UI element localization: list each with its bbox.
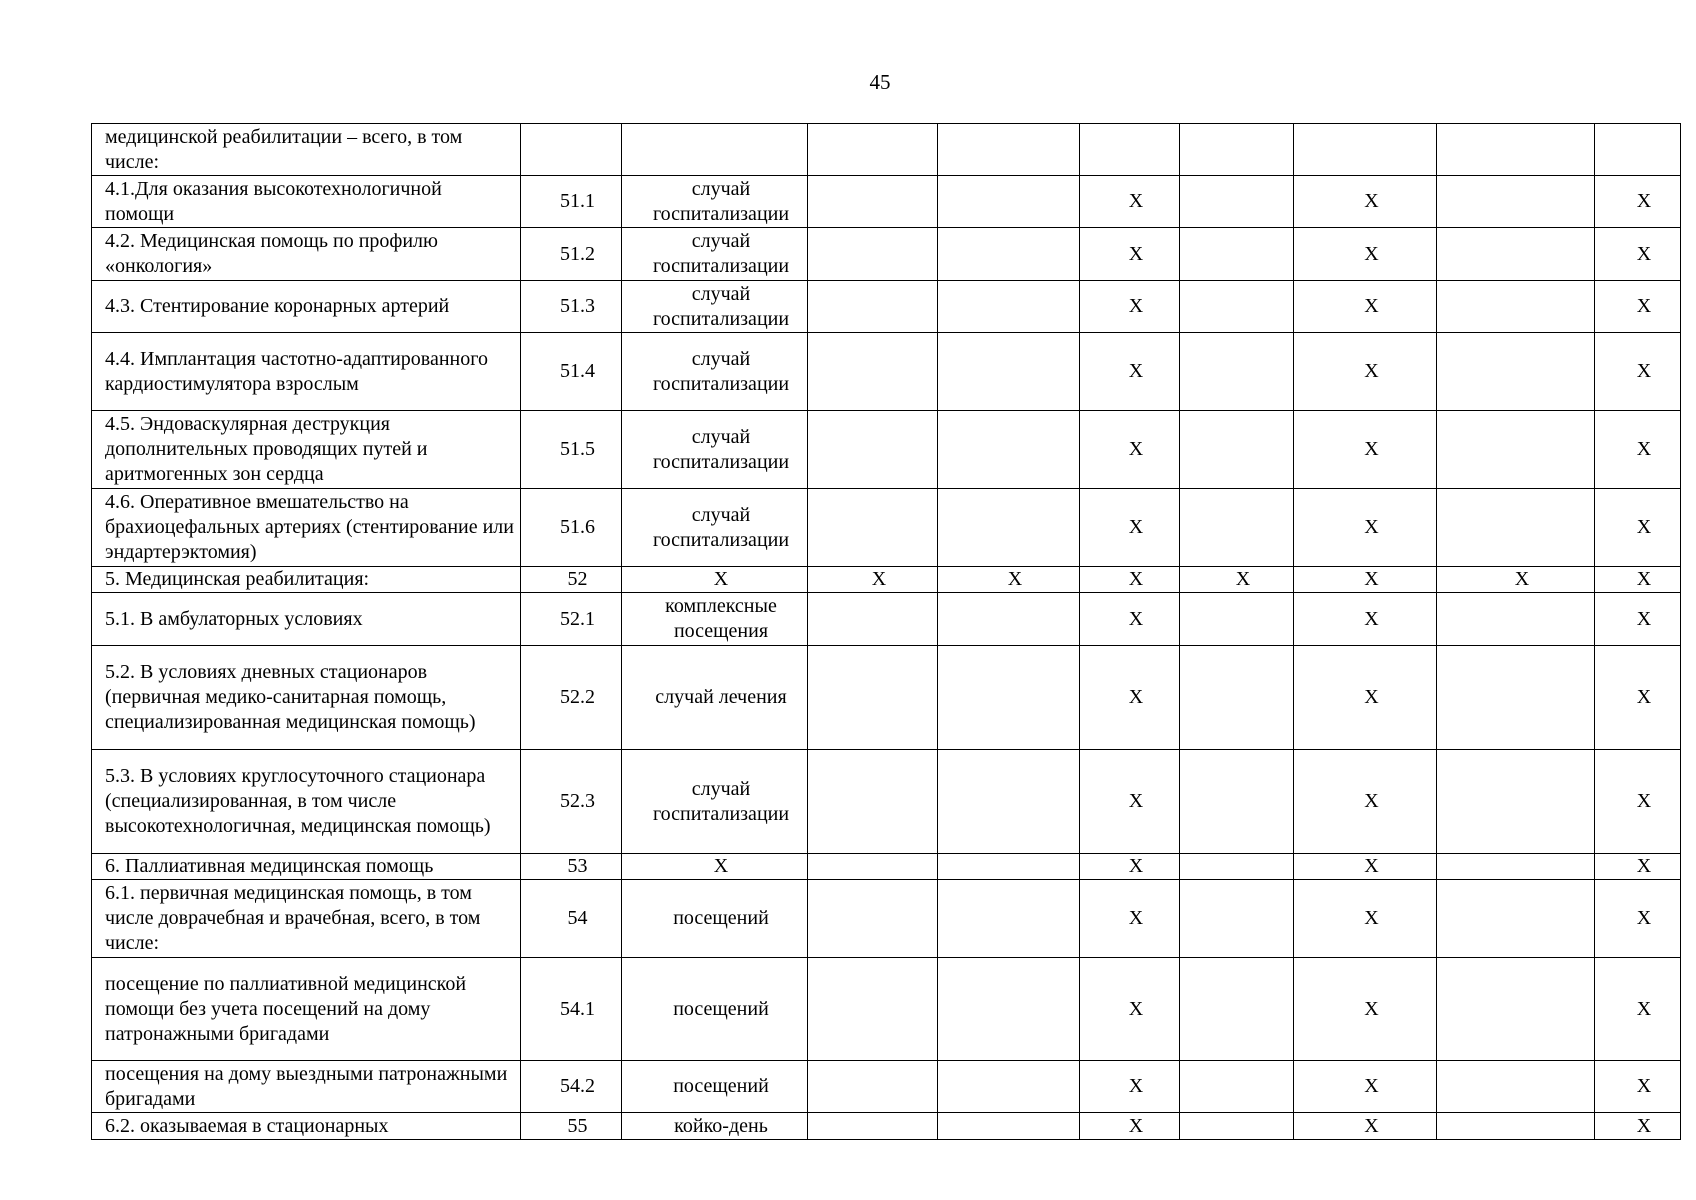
value-cell: X (1294, 1113, 1437, 1140)
value-cell (1437, 124, 1595, 176)
row-number-cell: 51.4 (521, 333, 622, 411)
row-label-cell: 4.6. Оперативное вмешательство на брахиоцефальных артериях (стентирование или эндартерэктомия) (92, 489, 521, 567)
value-cell (808, 1113, 938, 1140)
unit-cell (622, 124, 808, 176)
value-cell (808, 958, 938, 1061)
table-row (92, 646, 1681, 750)
unit-cell: случай госпитализации (622, 489, 808, 567)
value-cell (938, 1113, 1080, 1140)
row-number-cell: 55 (521, 1113, 622, 1140)
value-cell (1437, 646, 1595, 750)
value-cell: X (1080, 593, 1180, 646)
value-cell (808, 880, 938, 958)
value-cell: X (1294, 228, 1437, 281)
value-cell (1180, 1113, 1294, 1140)
row-label-cell: 4.2. Медицинская помощь по профилю «онкология» (92, 228, 521, 281)
value-cell (938, 958, 1080, 1061)
row-label-cell: 4.3. Стентирование коронарных артерий (92, 281, 521, 333)
row-number-cell: 54.2 (521, 1061, 622, 1113)
value-cell: X (1294, 593, 1437, 646)
value-cell: X (1595, 281, 1681, 333)
table-row (92, 281, 1681, 333)
value-cell (1294, 124, 1437, 176)
value-cell: X (1595, 646, 1681, 750)
value-cell (1437, 854, 1595, 880)
value-cell (1180, 958, 1294, 1061)
value-cell: X (1595, 176, 1681, 228)
page-number: 45 (869, 70, 891, 94)
value-cell: X (1080, 1061, 1180, 1113)
value-cell: X (1294, 567, 1437, 593)
value-cell (938, 593, 1080, 646)
row-label-cell: 4.5. Эндоваскулярная деструкция дополнительных проводящих путей и аритмогенных зон сердца (92, 411, 521, 489)
unit-cell: случай госпитализации (622, 228, 808, 281)
row-number-cell (521, 124, 622, 176)
unit-cell: посещений (622, 1061, 808, 1113)
unit-cell: случай лечения (622, 646, 808, 750)
value-cell (938, 489, 1080, 567)
row-number-cell: 52 (521, 567, 622, 593)
table-row (92, 567, 1681, 593)
value-cell (1180, 880, 1294, 958)
value-cell (808, 333, 938, 411)
row-number-cell: 54.1 (521, 958, 622, 1061)
row-number-cell: 52.1 (521, 593, 622, 646)
unit-cell: случай госпитализации (622, 411, 808, 489)
row-number-cell: 51.6 (521, 489, 622, 567)
value-cell: X (1294, 1061, 1437, 1113)
value-cell: X (1080, 411, 1180, 489)
row-number-cell: 54 (521, 880, 622, 958)
value-cell: X (1294, 854, 1437, 880)
value-cell (1180, 593, 1294, 646)
value-cell (938, 1061, 1080, 1113)
value-cell (1437, 333, 1595, 411)
value-cell (938, 854, 1080, 880)
value-cell (1437, 176, 1595, 228)
value-cell (1595, 124, 1681, 176)
value-cell: X (1080, 228, 1180, 281)
value-cell: X (1595, 880, 1681, 958)
value-cell (1437, 1113, 1595, 1140)
value-cell (808, 176, 938, 228)
value-cell: X (1595, 411, 1681, 489)
value-cell: X (1080, 750, 1180, 854)
value-cell: X (1080, 1113, 1180, 1140)
table-row (92, 1061, 1681, 1113)
value-cell: X (1294, 750, 1437, 854)
value-cell: X (1595, 593, 1681, 646)
value-cell (1180, 489, 1294, 567)
table-row (92, 593, 1681, 646)
table-row (92, 1113, 1681, 1140)
value-cell (938, 281, 1080, 333)
value-cell (1437, 228, 1595, 281)
row-label-cell: 5.3. В условиях круглосуточного стационара (специализированная, в том числе высокотехнологичная, медицинская помощь) (92, 750, 521, 854)
value-cell: X (1595, 228, 1681, 281)
row-number-cell: 53 (521, 854, 622, 880)
table-row (92, 750, 1681, 854)
value-cell (1437, 1061, 1595, 1113)
value-cell (1180, 228, 1294, 281)
value-cell (1180, 750, 1294, 854)
value-cell (808, 750, 938, 854)
unit-cell: случай госпитализации (622, 176, 808, 228)
table-row (92, 333, 1681, 411)
value-cell: X (1294, 958, 1437, 1061)
row-label-cell: 5.1. В амбулаторных условиях (92, 593, 521, 646)
row-label-cell: 6. Паллиативная медицинская помощь (92, 854, 521, 880)
value-cell: X (1595, 854, 1681, 880)
row-label-cell: 6.1. первичная медицинская помощь, в том числе доврачебная и врачебная, всего, в том числе: (92, 880, 521, 958)
table-row (92, 411, 1681, 489)
value-cell (1180, 333, 1294, 411)
value-cell (808, 1061, 938, 1113)
table-row (92, 176, 1681, 228)
value-cell: X (1080, 489, 1180, 567)
row-number-cell: 52.2 (521, 646, 622, 750)
value-cell (1180, 411, 1294, 489)
unit-cell: случай госпитализации (622, 333, 808, 411)
row-label-cell: 5. Медицинская реабилитация: (92, 567, 521, 593)
row-number-cell: 52.3 (521, 750, 622, 854)
value-cell: X (1595, 489, 1681, 567)
value-cell (1180, 1061, 1294, 1113)
value-cell (1437, 489, 1595, 567)
value-cell: X (1595, 333, 1681, 411)
table-row (92, 228, 1681, 281)
row-label-cell: 5.2. В условиях дневных стационаров (первичная медико-санитарная помощь, специализированная медицинская помощь) (92, 646, 521, 750)
value-cell: X (1595, 1113, 1681, 1140)
value-cell: X (1294, 880, 1437, 958)
value-cell (1080, 124, 1180, 176)
value-cell (808, 411, 938, 489)
unit-cell: X (622, 567, 808, 593)
value-cell: X (1294, 176, 1437, 228)
unit-cell: посещений (622, 880, 808, 958)
row-label-cell: посещение по паллиативной медицинской помощи без учета посещений на дому патронажными бригадами (92, 958, 521, 1061)
value-cell (938, 333, 1080, 411)
value-cell: X (1294, 281, 1437, 333)
value-cell (808, 854, 938, 880)
value-cell: X (938, 567, 1080, 593)
value-cell: X (1294, 333, 1437, 411)
value-cell (808, 124, 938, 176)
value-cell (1437, 880, 1595, 958)
data-table (91, 123, 1681, 1140)
row-number-cell: 51.3 (521, 281, 622, 333)
value-cell (808, 281, 938, 333)
value-cell: X (1294, 489, 1437, 567)
unit-cell: посещений (622, 958, 808, 1061)
table-row (92, 489, 1681, 567)
value-cell (808, 593, 938, 646)
value-cell: X (1080, 567, 1180, 593)
value-cell: X (1595, 567, 1681, 593)
value-cell: X (1595, 958, 1681, 1061)
value-cell (1180, 176, 1294, 228)
value-cell (1437, 411, 1595, 489)
value-cell (938, 228, 1080, 281)
value-cell (1180, 281, 1294, 333)
value-cell: X (1080, 646, 1180, 750)
table-row (92, 880, 1681, 958)
value-cell (1180, 854, 1294, 880)
unit-cell: комплексные посещения (622, 593, 808, 646)
value-cell (938, 176, 1080, 228)
value-cell: X (1437, 567, 1595, 593)
value-cell (938, 411, 1080, 489)
value-cell (808, 489, 938, 567)
value-cell: X (1595, 750, 1681, 854)
value-cell (938, 750, 1080, 854)
row-label-cell: 4.4. Имплантация частотно-адаптированного кардиостимулятора взрослым (92, 333, 521, 411)
row-number-cell: 51.5 (521, 411, 622, 489)
table-row (92, 854, 1681, 880)
value-cell: X (1080, 333, 1180, 411)
value-cell (938, 880, 1080, 958)
value-cell: X (1294, 646, 1437, 750)
row-number-cell: 51.2 (521, 228, 622, 281)
value-cell (1437, 593, 1595, 646)
unit-cell: койко-день (622, 1113, 808, 1140)
value-cell (808, 646, 938, 750)
value-cell: X (1595, 1061, 1681, 1113)
unit-cell: случай госпитализации (622, 281, 808, 333)
unit-cell: случай госпитализации (622, 750, 808, 854)
value-cell: X (808, 567, 938, 593)
value-cell (1180, 646, 1294, 750)
value-cell (938, 124, 1080, 176)
value-cell: X (1080, 880, 1180, 958)
table-row (92, 124, 1681, 176)
value-cell: X (1294, 411, 1437, 489)
value-cell: X (1080, 958, 1180, 1061)
value-cell: X (1080, 854, 1180, 880)
value-cell (1437, 281, 1595, 333)
table-row (92, 958, 1681, 1061)
row-label-cell: медицинской реабилитации – всего, в том числе: (92, 124, 521, 176)
value-cell: X (1180, 567, 1294, 593)
row-label-cell: 6.2. оказываемая в стационарных (92, 1113, 521, 1140)
value-cell (1437, 958, 1595, 1061)
value-cell (938, 646, 1080, 750)
value-cell: X (1080, 281, 1180, 333)
value-cell (1180, 124, 1294, 176)
value-cell (1437, 750, 1595, 854)
value-cell (808, 228, 938, 281)
row-label-cell: посещения на дому выездными патронажными бригадами (92, 1061, 521, 1113)
row-label-cell: 4.1.Для оказания высокотехнологичной помощи (92, 176, 521, 228)
unit-cell: X (622, 854, 808, 880)
row-number-cell: 51.1 (521, 176, 622, 228)
value-cell: X (1080, 176, 1180, 228)
